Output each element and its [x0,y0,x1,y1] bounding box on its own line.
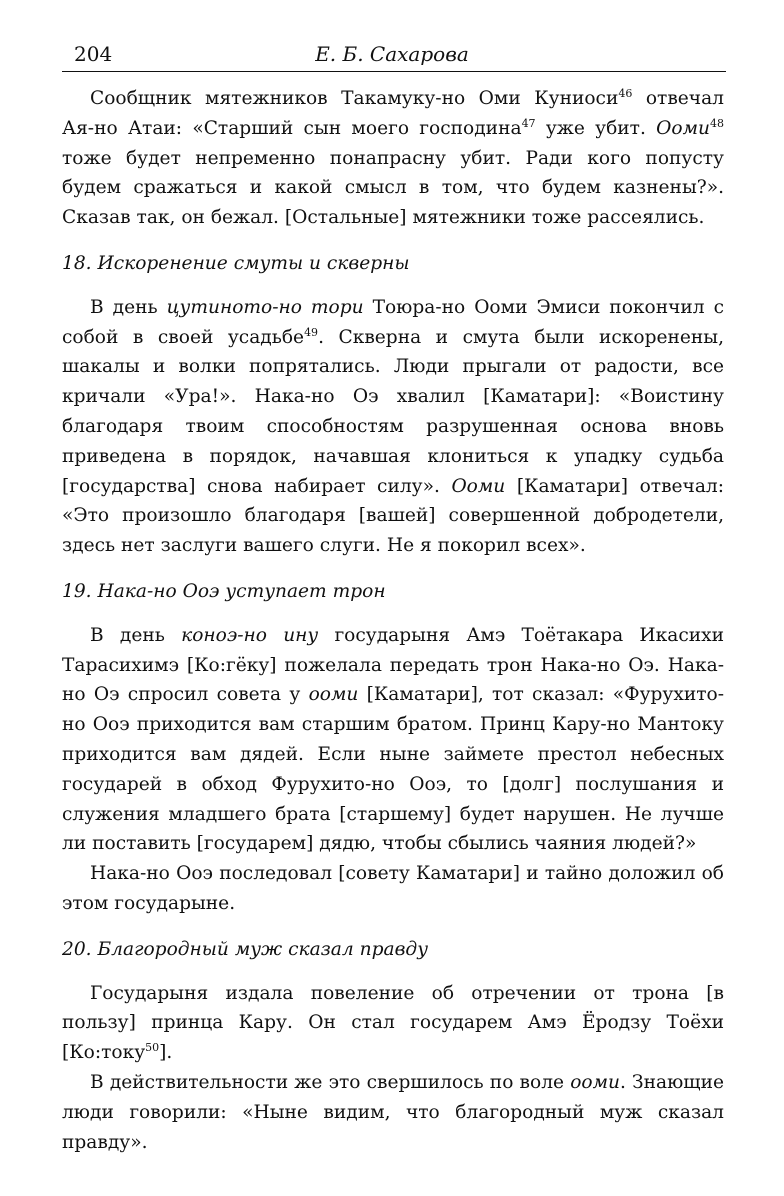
term-oomi: ооми [570,1071,620,1093]
term-oomi: Ооми [451,475,506,497]
section-19-heading: 19. Нака-но Ооэ уступает трон [62,580,386,602]
section-20-paragraph-1: Государыня издала повеление об отречении от трона [в пользу] принца Кару. Он стал государем Амэ Ёродзу Тоёхи [Ко:току$^{50}$]. [62,982,724,1064]
running-head: Е. Б. Сахарова [315,42,469,66]
footnote-ref-48: 48 [710,116,724,130]
section-18-heading: 18. Искоренение смуты и скверны [62,252,410,274]
term-day-name: цутиното-но тори [166,296,364,318]
term-oomi: ооми [308,684,359,706]
footnote-ref-46: 46 [618,86,633,100]
section-18-paragraph: В день цутиното-но тори Тоюра-но Ооми Эмиси покончил с собой в своей усадьбе$^{49}$. Скверна и смута были искоренены, шакалы и волки попрятались. Люди прыгали от радости, все кричали «Ура!». Нака-но Оэ хвалил [Каматари]: «Воистину благодаря твоим способностям разрушенная основа вновь приведена в порядок, начавшая клониться к упадку судьба [государства] снова набирает силу». Ооми [Каматари] отвечал: «Это произошло благодаря [вашей] совершенной добродетели, здесь нет заслуги вашего слуги. Не я покорил всех». [62,296,724,557]
term-day-name: коноэ-но ину [181,624,319,646]
footnote-ref-50: 50 [145,1040,160,1054]
section-19-paragraph-2: Нака-но Ооэ последовал [совету Каматари] и тайно доложил об этом государыне. [62,863,724,914]
footnote-ref-47: 47 [521,116,536,130]
footnote-ref-49: 49 [304,325,319,339]
term-oomi: Ооми [656,117,710,139]
section-19-paragraph-1: В день коноэ-но ину государыня Амэ Тоётакара Икасихи Тарасихимэ [Ко:гёку] пожелала передать трон Нака-но Оэ. Нака-но Оэ спросил совета у ооми [Каматари], тот сказал: «Фурухито-но Ооэ приходится вам старшим братом. Принц Кару-но Мантоку приходится вам дядей. Если ныне займете престол небесных государей в обход Фурухито-но Ооэ, то [долг] послушания и служения младшего брата [старшему] будет нарушен. Не лучше ли поставить [государем] дядю, чтобы сбылись чаяния людей?» [62,624,724,855]
section-20-paragraph-2: В действительности же это свершилось по воле ооми. Знающие люди говорили: «Ныне видим, что благородный муж сказал правду». [62,1071,724,1153]
page-header [62,40,722,70]
page-body [62,84,724,1157]
intro-paragraph: Сообщник мятежников Такамуку-но Оми Куниоси$^{46}$ отвечал Ая-но Атаи: «Старший сын моего господина$^{47}$ уже убит. Ооми$^{48}$ тоже будет непременно понапрасну убит. Ради кого попусту будем сражаться и какой смысл в том, что будем казнены?». Сказав так, он бежал. [Остальные] мятежники тоже рассеялись. [62,86,724,229]
section-19 [62,577,724,919]
header-rule [62,71,726,72]
section-20 [62,935,724,1158]
page-number: 204 [74,42,113,66]
section-20-heading: 20. Благородный муж сказал правду [62,938,429,960]
section-18 [62,249,724,561]
